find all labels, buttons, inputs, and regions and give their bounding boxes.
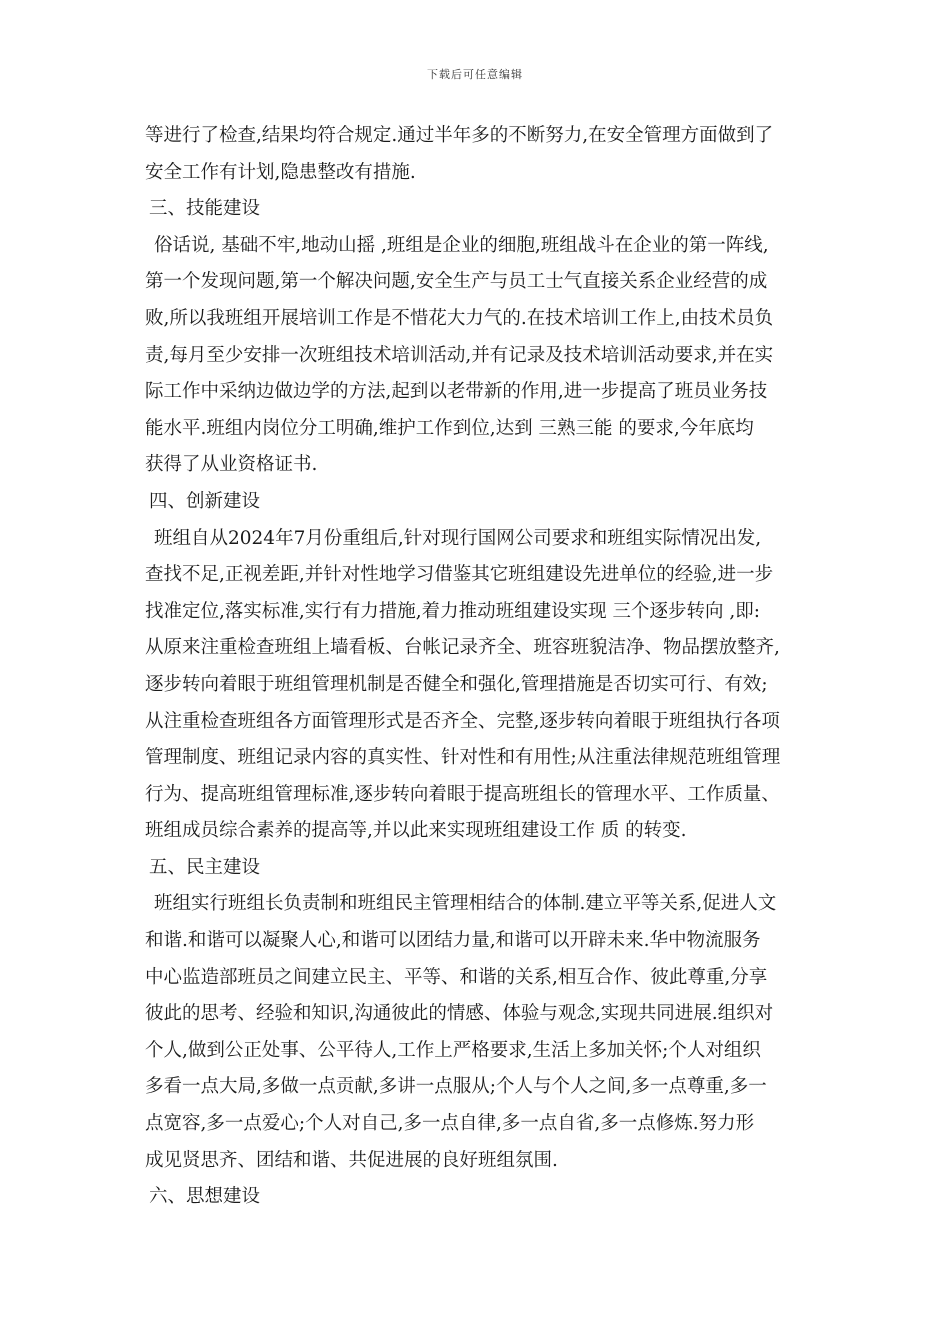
paragraph-line: 败,所以我班组开展培训工作是不惜花大力气的.在技术培训工作上,由技术员负: [145, 307, 774, 329]
paragraph-line: 个人,做到公正处事、公平待人,工作上严格要求,生活上多加关怀;个人对组织: [145, 1039, 761, 1061]
paragraph-line: 管理制度、班组记录内容的真实性、针对性和有用性;从注重法律规范班组管理: [145, 747, 781, 769]
paragraph-line: 能水平.班组内岗位分工明确,维护工作到位,达到 三熟三能 的要求,今年底均: [145, 417, 754, 439]
section-heading: 四、创新建设: [149, 490, 261, 512]
section-heading: 六、思想建设: [149, 1186, 261, 1208]
section-heading: 五、民主建设: [149, 856, 261, 878]
paragraph-line: 从注重检查班组各方面管理形式是否齐全、完整,逐步转向着眼于班组执行各项: [145, 710, 780, 732]
paragraph-line: 查找不足,正视差距,并针对性地学习借鉴其它班组建设先进单位的经验,进一步: [145, 564, 774, 586]
paragraph-line: 彼此的思考、经验和知识,沟通彼此的情感、体验与观念,实现共同进展.组织对: [145, 1003, 774, 1025]
section-heading: 三、技能建设: [149, 198, 261, 220]
paragraph-line: 安全工作有计划,隐患整改有措施.: [145, 161, 416, 183]
paragraph-line: 获得了从业资格证书.: [145, 454, 318, 476]
paragraph-line: 班组成员综合素养的提高等,并以此来实现班组建设工作 质 的转变.: [145, 820, 687, 842]
paragraph-line: 班组实行班组长负责制和班组民主管理相结合的体制.建立平等关系,促进人文: [154, 893, 777, 915]
paragraph-line: 俗话说, 基础不牢,地动山摇 ,班组是企业的细胞,班组战斗在企业的第一阵线,: [154, 234, 769, 256]
document-body: [145, 118, 815, 1216]
paragraph-line: 从原来注重检查班组上墙看板、台帐记录齐全、班容班貌洁净、物品摆放整齐,: [145, 637, 780, 659]
paragraph-line: 成见贤思齐、团结和谐、共促进展的良好班组氛围.: [145, 1149, 558, 1171]
paragraph-line: 逐步转向着眼于班组管理机制是否健全和强化,管理措施是否切实可行、有效;: [145, 673, 768, 695]
page-header-note: 下载后可任意编辑: [427, 68, 523, 81]
paragraph-line: 多看一点大局,多做一点贡献,多讲一点服从;个人与个人之间,多一点尊重,多一: [145, 1076, 767, 1098]
paragraph-line: 际工作中采纳边做边学的方法,起到以老带新的作用,进一步提高了班员业务技: [145, 381, 768, 403]
paragraph-line: 责,每月至少安排一次班组技术培训活动,并有记录及技术培训活动要求,并在实: [145, 344, 774, 366]
paragraph-line: 行为、提高班组管理标准,逐步转向着眼于提高班组长的管理水平、工作质量、: [145, 783, 780, 805]
paragraph-line: 中心监造部班员之间建立民主、平等、和谐的关系,相互合作、彼此尊重,分享: [145, 966, 768, 988]
paragraph-line: 第一个发现问题,第一个解决问题,安全生产与员工士气直接关系企业经营的成: [145, 271, 768, 293]
paragraph-line: 等进行了检查,结果均符合规定.通过半年多的不断努力,在安全管理方面做到了: [145, 125, 774, 146]
paragraph-line: 班组自从2024年7月份重组后,针对现行国网公司要求和班组实际情况出发,: [154, 527, 762, 549]
paragraph-line: 和谐.和谐可以凝聚人心,和谐可以团结力量,和谐可以开辟未来.华中物流服务: [145, 930, 761, 952]
paragraph-line: 找准定位,落实标准,实行有力措施,着力推动班组建设实现 三个逐步转向 ,即:: [145, 600, 761, 622]
paragraph-line: 点宽容,多一点爱心;个人对自己,多一点自律,多一点自省,多一点修炼.努力形: [145, 1113, 755, 1135]
